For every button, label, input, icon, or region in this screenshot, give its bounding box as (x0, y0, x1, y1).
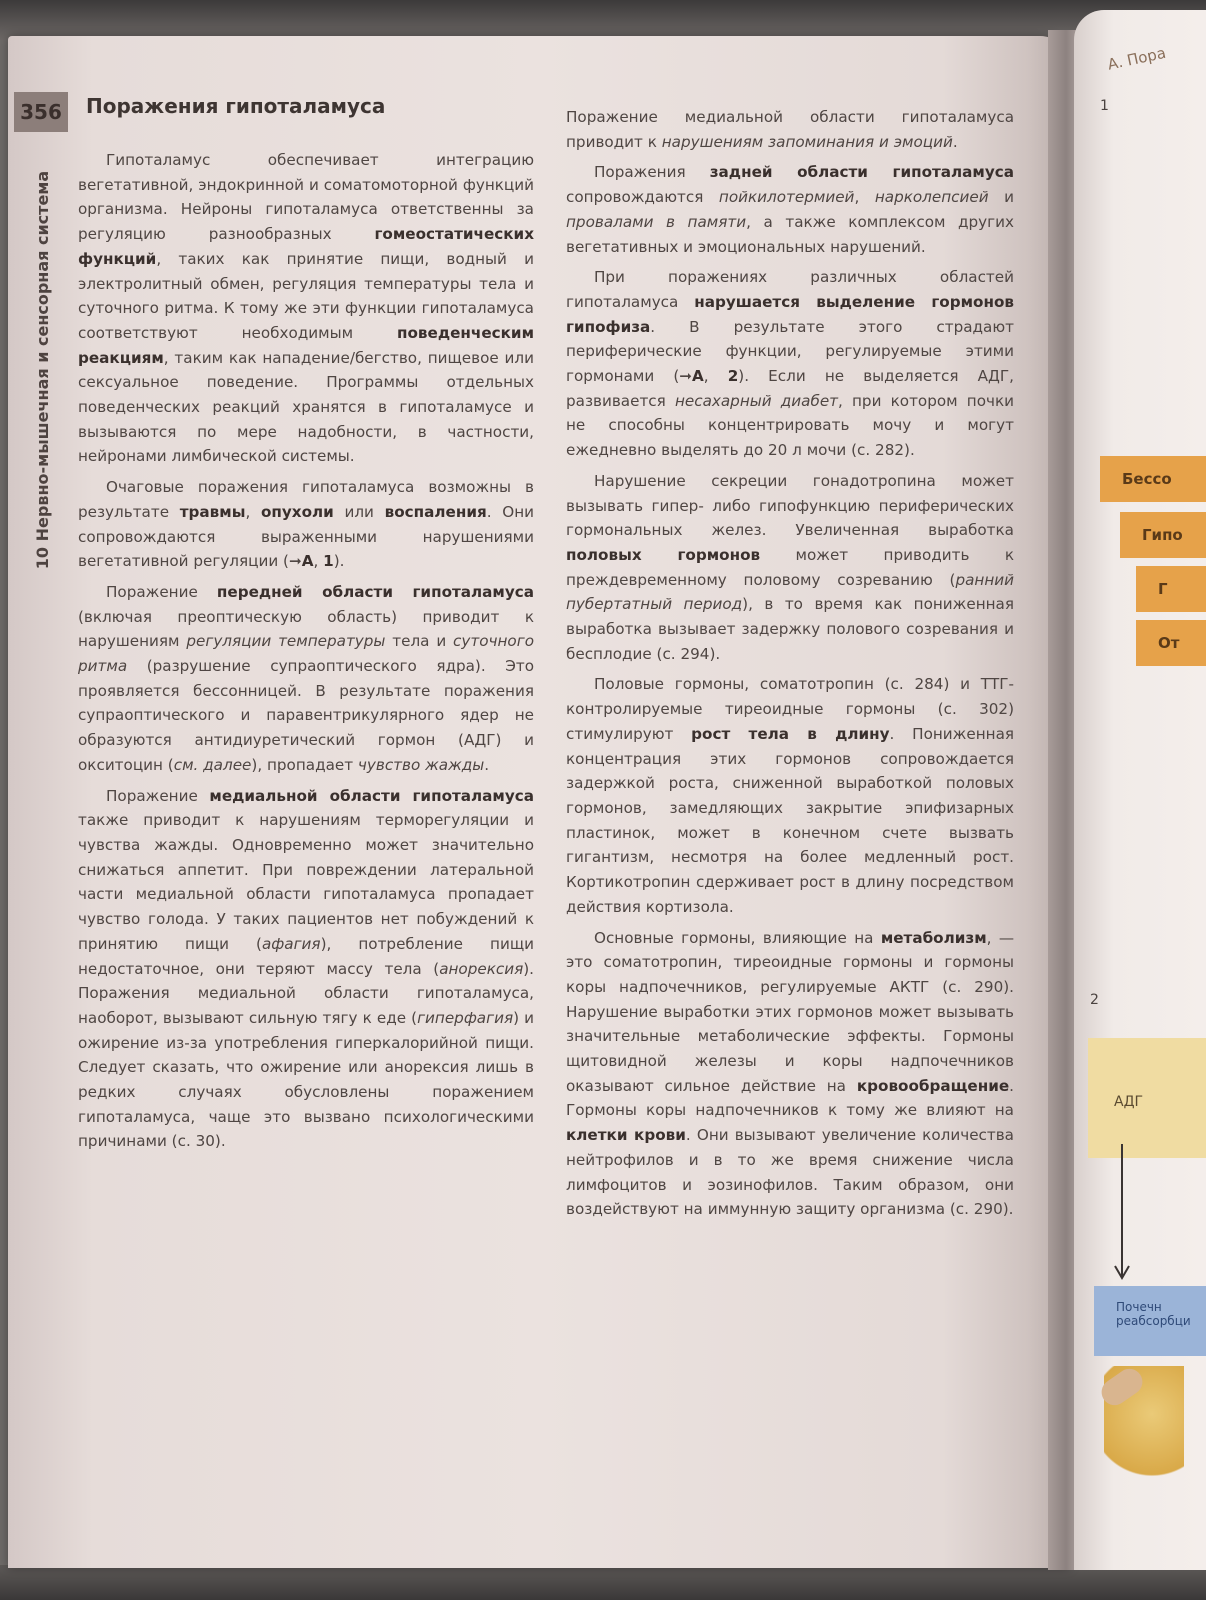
paragraph: Нарушение секреции гонадотропина может вызывать гипер- либо гипофункцию периферических гормональных желез. Увеличенная выработка половых гормонов может приводить к преждевременному половому созреванию (ранний пубертатный период), в то время как пониженная выработка вызывает задержку полового созревания и бесплодие (с. 294). (566, 471, 1015, 663)
paragraph: При поражениях различных областей гипоталамуса нарушается выделение гормонов гипофиза. В результате этого страдают периферические функции, регулируемые этими гормонами (➞А, 2). Если не выделяется АДГ, развивается несахарный диабет, при котором почки не способны концентрировать мочу и могут ежедневно выделять до 20 л мочи (с. 282). (566, 268, 1015, 460)
bold-term: кровообращение (856, 1076, 1010, 1095)
bold-term: половых гормонов (566, 545, 761, 564)
italic-term: гиперфагия (417, 1008, 514, 1027)
background-top (0, 0, 1206, 40)
bold-term: 1 (323, 552, 334, 571)
italic-term: провалами в памяти (566, 212, 747, 231)
figure-number-1: 1 (1100, 98, 1109, 114)
paragraph: Гипоталамус обеспечивает интеграцию вегетативной, эндокринной и соматомоторной функций организма. Нейроны гипоталамуса ответственны за регуляцию разнообразных гомеостатических функций, таких как принятие пищи, водный и электролитный обмен, регуляция температуры тела и суточного ритма. К тому же эти функции гипоталамуса соответствуют необходимым поведенческим реакциям, таким как нападение/бегство, пищевое или сексуальное поведение. Программы отдельных поведенческих реакций хранятся в гипоталамусе и вызываются по мере надобности, в частности, нейронами лимбической системы. (78, 151, 534, 466)
italic-term: суточного ритма (78, 632, 534, 676)
italic-term: регуляции температуры (186, 632, 386, 651)
italic-term: см. далее (173, 755, 252, 774)
bold-term: клетки крови (566, 1126, 686, 1145)
bold-term: медиальной области гипоталамуса (209, 786, 534, 805)
background-bottom (0, 1565, 1206, 1600)
bold-term: метаболизм (880, 928, 987, 947)
paragraph: Поражение медиальной области гипоталамуса приводит к нарушениям запоминания и эмоций. (566, 108, 1014, 151)
right-column (566, 105, 1014, 1228)
diagram-tab: От (1136, 620, 1206, 666)
page-title: Поражения гипоталамуса (86, 94, 386, 118)
adg-box (1088, 1038, 1206, 1158)
paragraph: Поражение медиальной области гипоталамуса также приводит к нарушениям терморегуляции и чувства жажды. Одновременно может значительно снижаться аппетит. При повреждении латеральной части медиальной области гипоталамуса пропадает чувство голода. У таких пациентов нет побуждений к принятию пищи (афагия), потребление пищи недостаточное, они теряют массу тела (анорексия). Поражения медиальной области гипоталамуса, наоборот, вызывают сильную тягу к еде (гиперфагия) и ожирение из-за употребления гиперкалорийной пищи. Следует сказать, что ожирение или анорексия лишь в редких случаях обусловлены поражением гипоталамуса, чаще это вызвано психологическими причинами (с. 30). (78, 786, 534, 1151)
bold-term: А (301, 552, 314, 571)
italic-term: афагия (261, 934, 321, 953)
italic-term: анорексия (439, 959, 524, 978)
adg-label: АДГ (1114, 1094, 1144, 1110)
italic-term: несахарный диабет (674, 391, 839, 410)
bold-term: 2 (727, 367, 739, 386)
kidney-box: Почечн реабсорбци (1094, 1286, 1206, 1356)
page-number: 356 (14, 92, 68, 132)
arrow-down-icon (1112, 1144, 1132, 1284)
italic-term: пойкилотермией (718, 188, 855, 207)
italic-term: нарушениям запоминания и эмоций (661, 132, 953, 151)
diagram-tab: Г (1136, 566, 1206, 612)
italic-term: нарколепсией (874, 188, 989, 207)
paragraph: Поражения задней области гипоталамуса сопровождаются пойкилотермией, нарколепсией и провалами в памяти, а также комплексом других вегетативных и эмоциональных нарушений. (566, 163, 1015, 256)
bold-term: рост тела в длину (691, 724, 890, 743)
italic-term: ранний пубертатный период (566, 570, 1014, 614)
paragraph: Половые гормоны, соматотропин (с. 284) и ТТГ-контролируемые тиреоидные гормоны (с. 302) стимулируют рост тела в длину. Пониженная концентрация этих гормонов сопровождается задержкой роста, сниженной выработкой половых гормонов, замедляющих закрытие эпифизарных пластинок, может в конечном счете вызвать гигантизм, несмотря на более медленный рост. Кортикотропин сдерживает рост в длину посредством действия кортизола. (566, 675, 1015, 916)
figure-number-2: 2 (1090, 992, 1099, 1008)
bold-term: нарушается выделение гормонов гипофиза (566, 292, 1014, 336)
bold-term: передней области гипоталамуса (216, 582, 534, 601)
bold-term: воспаления (384, 502, 487, 521)
bold-term: травмы (179, 502, 246, 521)
diagram-tab: Бессо (1100, 456, 1206, 502)
right-page-header: А. Пора (1106, 43, 1168, 74)
left-column (78, 148, 534, 1160)
section-label: 10 Нервно-мышечная и сенсорная система (33, 170, 52, 570)
bold-term: опухоли (260, 502, 334, 521)
bold-term: поведенческим реакциям (78, 323, 534, 367)
paragraph: Очаговые поражения гипоталамуса возможны в результате травмы, опухоли или воспаления. Они сопровождаются выраженными нарушениями вегетативной регуляции (➞А, 1). (78, 478, 534, 571)
bold-term: задней области гипоталамуса (709, 163, 1014, 182)
paragraph: Основные гормоны, влияющие на метаболизм, — это соматотропин, тиреоидные гормоны и гормоны коры надпочечников, регулируемые АКТГ (с. 290). Нарушение выработки этих гормонов может вызывать значительные метаболические эффекты. Гормоны щитовидной железы и коры надпочечников оказывают сильное действие на кровообращение. Гормоны коры надпочечников к тому же влияют на клетки крови. Они вызывают увеличение количества нейтрофилов и в то же время снижение числа лимфоцитов и эозинофилов. Таким образом, они воздействуют на иммунную защиту организма (с. 290). (566, 928, 1015, 1219)
italic-term: чувство жажды (357, 755, 485, 774)
diagram-tab: Гипо (1120, 512, 1206, 558)
paragraph: Поражение передней области гипоталамуса (включая преоптическую область) приводит к нарушениям регуляции температуры тела и суточного ритма (разрушение супраоптического ядра). Это проявляется бессонницей. В результате поражения супраоптического и паравентрикулярного ядер не образуются антидиуретический гормон (АДГ) и окситоцин (см. далее), пропадает чувство жажды. (78, 582, 534, 774)
bold-term: А (692, 367, 704, 386)
bold-term: гомеостатических функций (78, 225, 534, 268)
